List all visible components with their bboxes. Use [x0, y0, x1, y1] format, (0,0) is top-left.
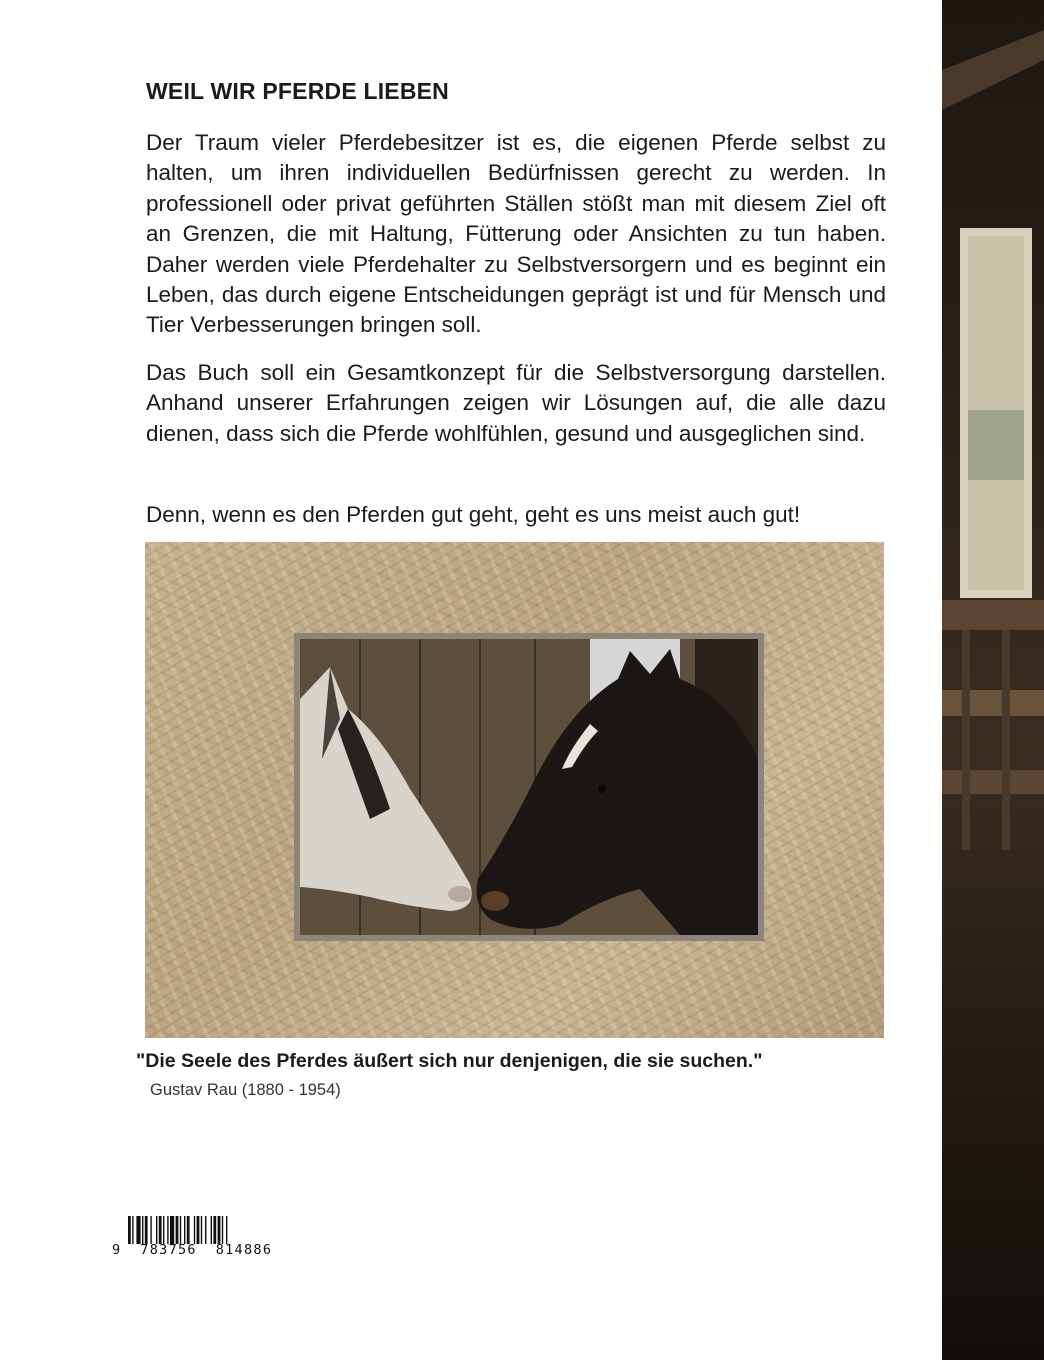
quote: "Die Seele des Pferdes äußert sich nur denjenigen, die sie suchen."	[136, 1050, 763, 1072]
stable-window-illustration	[942, 0, 1044, 1360]
stable-side-image	[942, 0, 1044, 1360]
stall-window	[294, 633, 764, 941]
two-horses-illustration	[300, 639, 758, 935]
horses-photo	[145, 542, 884, 1038]
intro-paragraph: Der Traum vieler Pferdebesitzer ist es, die eigenen Pferde selbst zu halten, um ihren individuellen Bedürfnissen gerecht zu werden. In professionell oder privat geführten Ställen stößt man mit diesem Ziel oft an Grenzen, die mit Haltung, Fütterung oder Ansichten zu tun haben. Daher werden viele Pferdehalter zu Selbstversorgern und es beginnt ein Leben, das durch eigene Entscheidungen geprägt ist und für Mensch und Tier Verbesserungen bringen soll.	[146, 130, 886, 338]
quote-author: Gustav Rau (1880 - 1954)	[150, 1081, 341, 1099]
closing-sentence: Denn, wenn es den Pferden gut geht, geht es uns meist auch gut!	[146, 502, 801, 527]
concept-paragraph: Das Buch soll ein Gesamtkonzept für die Selbstversorgung darstellen. Anhand unserer Erfahrungen zeigen wir Lösungen auf, die alle dazu dienen, dass sich die Pferde wohlfühlen, gesund und ausgeglichen sind.	[146, 360, 886, 446]
back-cover-heading: WEIL WIR PFERDE LIEBEN	[146, 78, 449, 104]
isbn-number: 9 783756 814886	[112, 1242, 273, 1258]
